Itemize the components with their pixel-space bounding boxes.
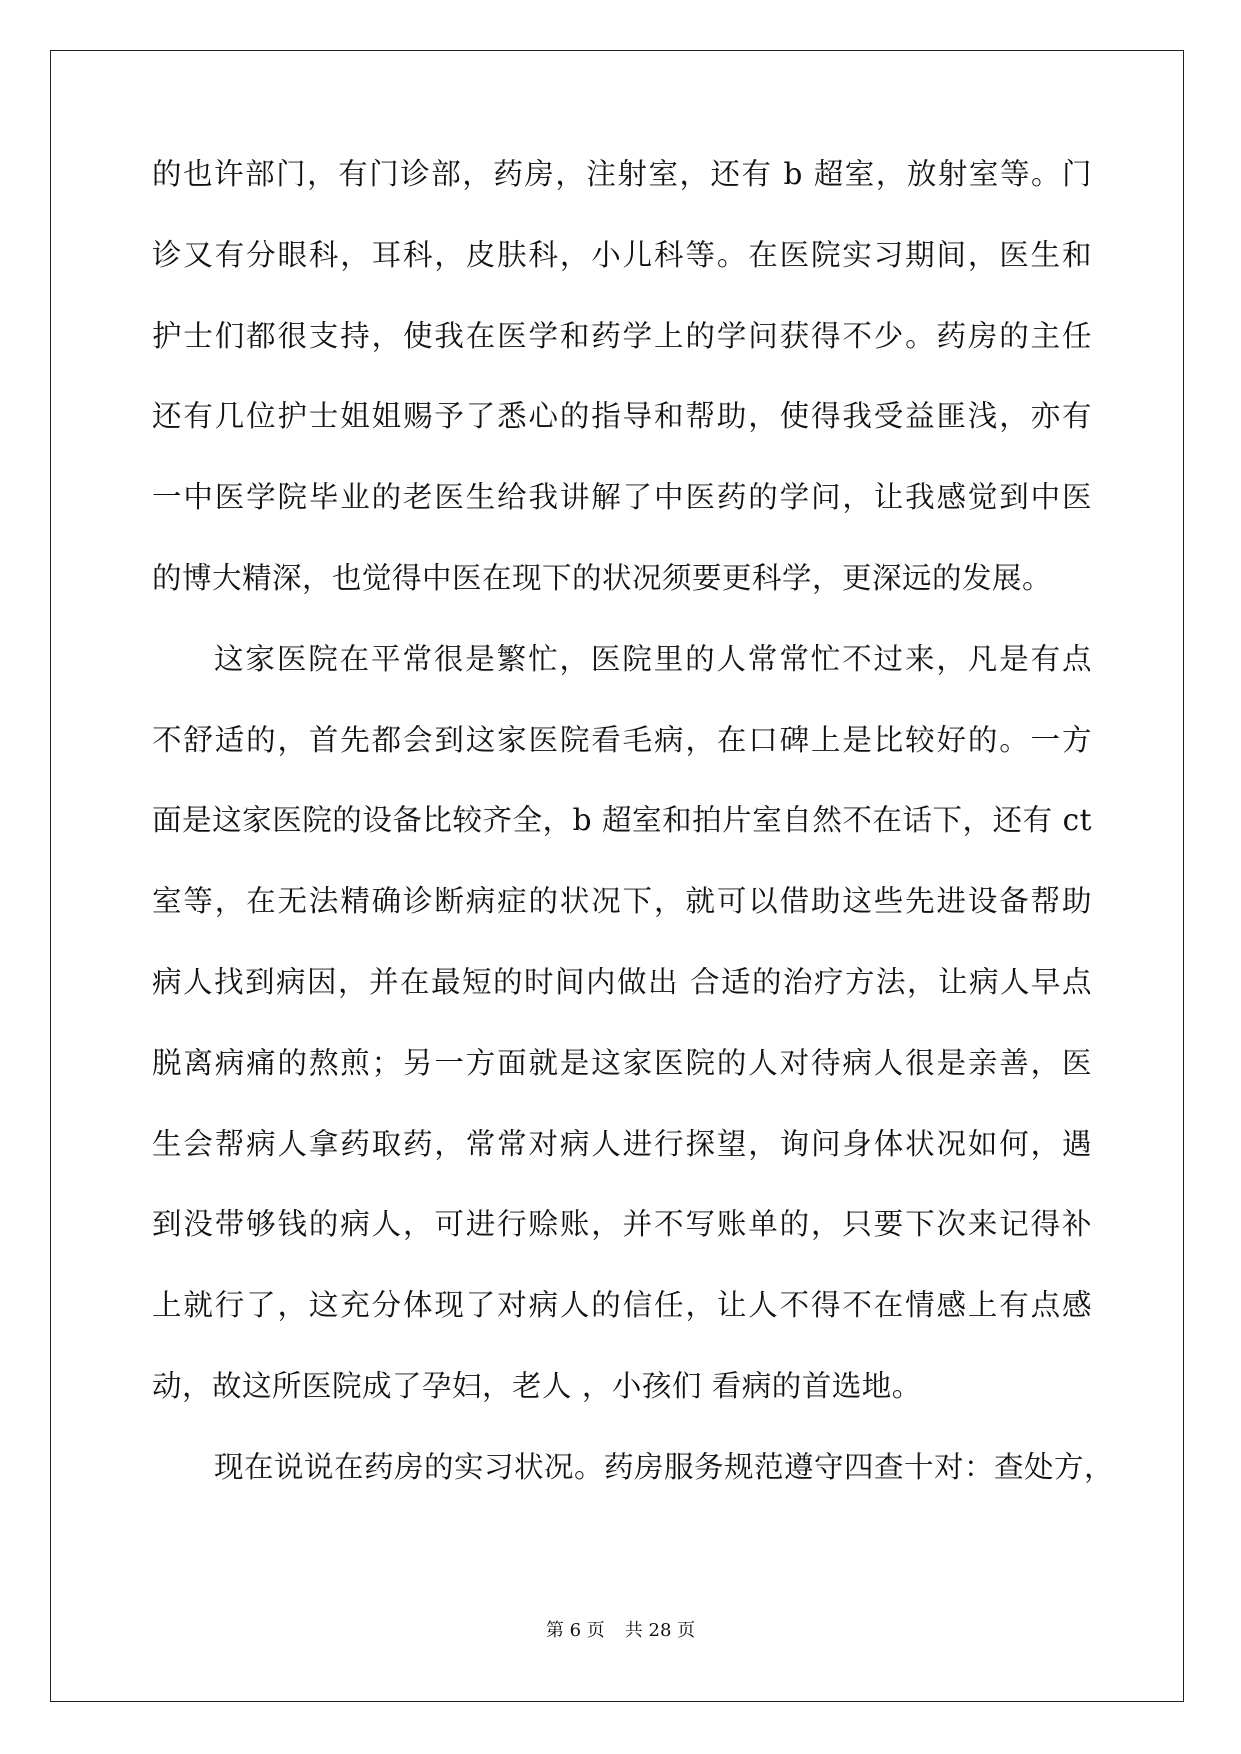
text-line-4: 还有几位护士姐姐赐予了悉心的指导和帮助，使得我受益匪浅，亦有 bbox=[152, 399, 1092, 434]
text-line-8: 不舒适的，首先都会到这家医院看毛病，在口碑上是比较好的。一方 bbox=[152, 722, 1092, 757]
text-line-7: 这家医院在平常很是繁忙，医院里的人常常忙不过来，凡是有点 bbox=[214, 641, 1092, 676]
text-line-15: 上就行了，这充分体现了对病人的信任，让人不得不在情感上有点感 bbox=[152, 1288, 1092, 1323]
text-line-10: 室等，在无法精确诊断病症的状况下，就可以借助这些先进设备帮助 bbox=[152, 884, 1092, 919]
text-line-13: 生会帮病人拿药取药，常常对病人进行探望，询问身体状况如何，遇 bbox=[152, 1126, 1092, 1161]
text-line-3: 护士们都很支持，使我在医学和药学上的学问获得不少。药房的主任 bbox=[152, 318, 1092, 353]
text-line-6: 的博大精深，也觉得中医在现下的状况须要更科学，更深远的发展。 bbox=[152, 560, 1053, 595]
document-body bbox=[152, 154, 1115, 1528]
text-line-11: 病人找到病因，并在最短的时间内做出 合适的治疗方法，让病人早点 bbox=[152, 964, 1092, 999]
text-line-14: 到没带够钱的病人，可进行赊账，并不写账单的，只要下次来记得补 bbox=[152, 1207, 1092, 1242]
text-line-1: 的也许部门，有门诊部，药房，注射室，还有 b 超室，放射室等。门 bbox=[152, 157, 1092, 191]
text-line-9: 面是这家医院的设备比较齐全，b 超室和拍片室自然不在话下，还有 ct bbox=[152, 803, 1092, 838]
text-line-17: 现在说说在药房的实习状况。药房服务规范遵守四查十对：查处方， bbox=[214, 1449, 1115, 1484]
text-line-16: 动，故这所医院成了孕妇，老人 ，小孩们 看病的首选地。 bbox=[152, 1368, 922, 1403]
text-line-12: 脱离病痛的熬煎；另一方面就是这家医院的人对待病人很是亲善，医 bbox=[152, 1045, 1092, 1080]
page-total: 共 28 页 bbox=[624, 1620, 696, 1641]
page-number: 第 6 页 bbox=[545, 1620, 605, 1641]
text-line-2: 诊又有分眼科，耳科，皮肤科，小儿科等。在医院实习期间，医生和 bbox=[152, 237, 1092, 272]
text-line-5: 一中医学院毕业的老医生给我讲解了中医药的学问，让我感觉到中医 bbox=[152, 480, 1092, 515]
page-footer bbox=[0, 1619, 1241, 1643]
